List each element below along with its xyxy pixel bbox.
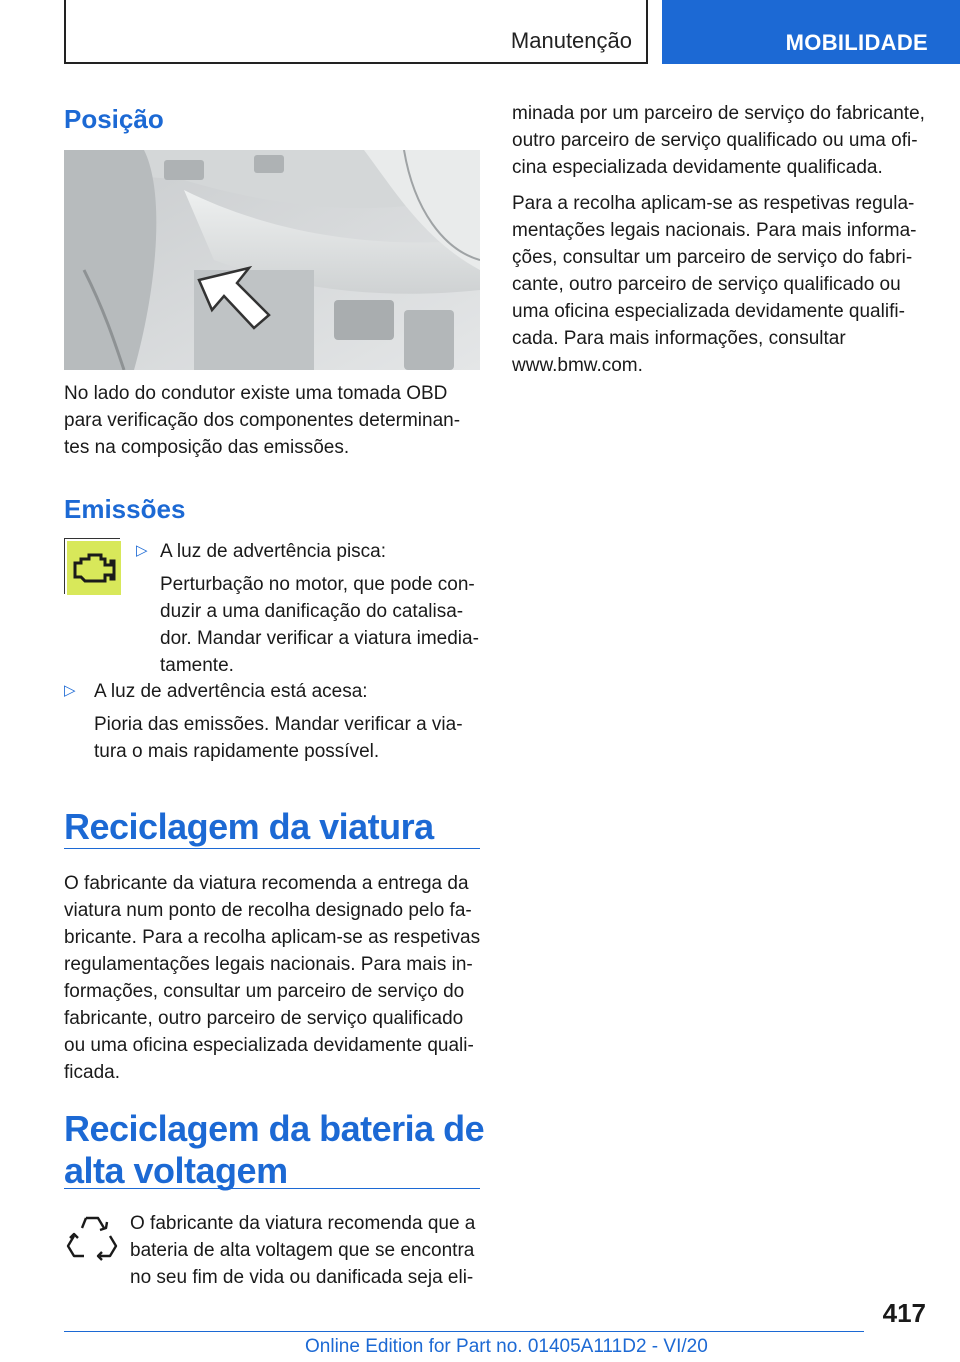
text-line: cada. Para mais informações, consultar: [512, 328, 846, 349]
heading-line: Reciclagem da bateria de: [64, 1108, 485, 1149]
text-line: tamente.: [160, 655, 234, 676]
engine-warning-icon: [64, 538, 120, 594]
header-chapter-label: MOBILIDADE: [785, 30, 928, 55]
footer-rule: [64, 1331, 864, 1332]
reciclagem-body: [64, 870, 480, 1086]
text-line: minada por um parceiro de serviço do fabricante,: [512, 103, 925, 124]
text-line: Para a recolha aplicam-se as respetivas regula-: [512, 193, 915, 214]
right-column-paragraph-2: [512, 190, 932, 379]
posicao-body: [64, 380, 480, 461]
text-line: bateria de alta voltagem que se encontra: [130, 1240, 475, 1261]
heading-reciclagem-viatura: Reciclagem da viatura: [64, 806, 434, 847]
bullet-triangle-icon: ▷: [136, 542, 148, 559]
bateria-body: [130, 1210, 480, 1291]
header-section-box: [64, 0, 648, 64]
item-heading: A luz de advertência está acesa:: [94, 681, 368, 702]
heading-emissoes: Emissões: [64, 494, 186, 524]
text-line: O fabricante da viatura recomenda que a: [130, 1213, 476, 1234]
bullet-triangle-icon: ▷: [64, 682, 76, 699]
text-line: Pioria das emissões. Mandar verificar a via-: [94, 714, 463, 735]
text-line: O fabricante da viatura recomenda a entrega da: [64, 873, 469, 894]
text-line: outro parceiro de serviço qualificado ou uma ofi-: [512, 130, 918, 151]
text-line: fabricante, outro parceiro de serviço qualificado: [64, 1008, 464, 1029]
text-line: cante, outro parceiro de serviço qualificado ou: [512, 274, 901, 295]
text-line: bricante. Para a recolha aplicam-se as respetivas: [64, 927, 481, 948]
text-line: formações, consultar um parceiro de serviço do: [64, 981, 465, 1002]
right-column-paragraph-1: [512, 100, 932, 181]
heading-posicao: Posição: [64, 104, 164, 134]
text-line: cina especializada devidamente qualificada.: [512, 157, 883, 178]
text-line: no seu fim de vida ou danificada seja eli-: [130, 1267, 474, 1288]
text-line: ções, consultar um parceiro de serviço do fabri-: [512, 247, 913, 268]
item-heading: A luz de advertência pisca:: [160, 541, 387, 562]
text-line: ficada.: [64, 1062, 120, 1083]
text-line: tes na composição das emissões.: [64, 437, 350, 458]
text-line: Perturbação no motor, que pode con-: [160, 574, 475, 595]
heading-line: alta voltagem: [64, 1150, 288, 1191]
text-line: para verificação dos componentes determinan-: [64, 410, 461, 431]
header-chapter-tab[interactable]: [662, 0, 960, 64]
text-line: mentações legais nacionais. Para mais informa-: [512, 220, 917, 241]
text-line: dor. Mandar verificar a viatura imedia-: [160, 628, 479, 649]
header-section-title: Manutenção: [510, 28, 632, 53]
obd-socket-illustration: [64, 150, 480, 370]
text-line: No lado do condutor existe uma tomada OBD: [64, 383, 448, 404]
heading-rule: [64, 848, 480, 849]
text-line: tura o mais rapidamente possível.: [94, 741, 380, 762]
text-line: duzir a uma danificação do catalisa-: [160, 601, 464, 622]
heading-rule: [64, 1188, 480, 1189]
heading-reciclagem-bateria: [64, 1108, 484, 1192]
text-line: viatura num ponto de recolha designado pelo fa-: [64, 900, 472, 921]
text-line: uma oficina especializada devidamente qualifi-: [512, 301, 905, 322]
website-link[interactable]: www.bmw.com.: [512, 355, 643, 376]
recycle-icon: [64, 1210, 120, 1266]
page-number: 417: [882, 1298, 926, 1328]
footer-edition: Online Edition for Part no. 01405A111D2 - VI/20: [305, 1336, 708, 1357]
text-line: regulamentações legais nacionais. Para mais in-: [64, 954, 473, 975]
text-line: ou uma oficina especializada devidamente quali-: [64, 1035, 474, 1056]
